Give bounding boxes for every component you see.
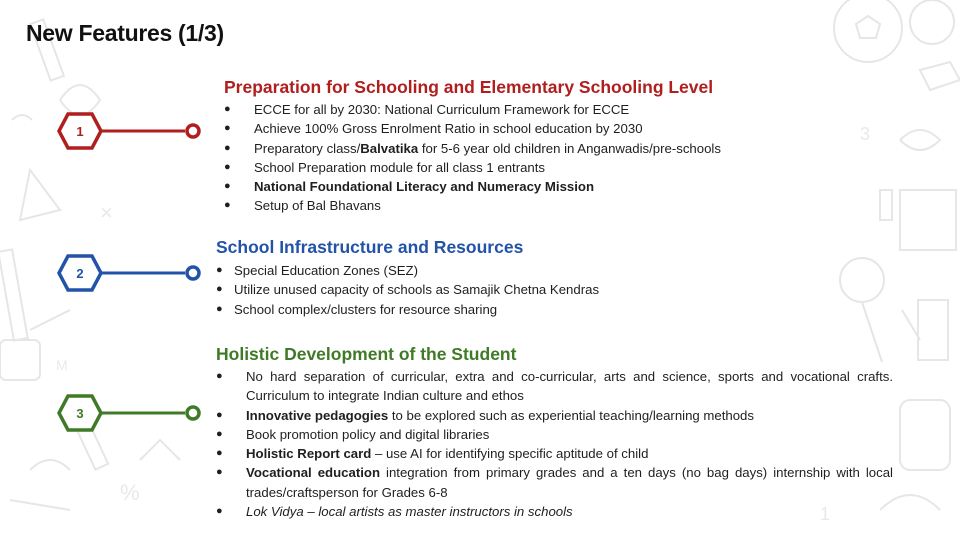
bullet-item	[216, 502, 893, 521]
bullet-list	[216, 261, 896, 319]
section-heading: Holistic Development of the Student	[216, 344, 517, 364]
bullet-item	[224, 119, 904, 138]
bullet-text: for 5-6 year old children in Anganwadis/pre-schools	[418, 140, 721, 156]
bullet-item	[224, 158, 904, 177]
bullet-dot-icon: ●	[224, 180, 231, 193]
section-preparation-schooling	[224, 76, 904, 216]
bullet-list	[224, 100, 904, 216]
bullet-text: Lok Vidya – local artists as master instructors in schools	[246, 504, 573, 520]
bullet-dot-icon: ●	[224, 141, 231, 154]
bullet-dot-icon: ●	[216, 505, 223, 518]
slide-title: New Features (1/3)	[26, 20, 224, 46]
bullet-text: Balvatika	[360, 140, 419, 156]
bullet-text: Setup of Bal Bhavans	[254, 198, 381, 214]
svg-text:3: 3	[860, 124, 871, 144]
section-1-connector	[57, 112, 207, 150]
bullet-dot-icon: ●	[216, 370, 223, 382]
section-3-number: 3	[76, 405, 84, 421]
section-1-number: 1	[76, 123, 84, 139]
bullet-item	[216, 367, 893, 406]
bullet-dot-icon: ●	[216, 302, 223, 315]
bullet-list	[216, 367, 893, 521]
bullet-item	[224, 177, 904, 196]
section-heading: School Infrastructure and Resources	[216, 237, 524, 257]
bullet-dot-icon: ●	[216, 264, 223, 276]
bullet-item	[216, 425, 893, 444]
bullet-item	[216, 280, 896, 299]
svg-text:1: 1	[820, 504, 831, 524]
bullet-text: Book promotion policy and digital libraries	[246, 426, 490, 442]
bullet-text: – use AI for identifying specific aptitude of child	[371, 446, 649, 462]
bullet-dot-icon: ●	[216, 283, 223, 296]
bullet-item	[216, 406, 893, 425]
bullet-item	[216, 300, 896, 319]
bullet-text: National Foundational Literacy and Numeracy Mission	[254, 179, 595, 195]
bullet-text: ECCE for all by 2030: National Curriculum Framework for ECCE	[254, 102, 630, 117]
bullet-item	[216, 444, 893, 463]
bullet-item	[224, 100, 904, 119]
section-holistic-development	[216, 343, 893, 521]
bullet-item	[224, 196, 904, 215]
bullet-text: School Preparation module for all class 1 entrants	[254, 159, 546, 175]
bullet-dot-icon: ●	[216, 408, 223, 421]
section-school-infrastructure	[216, 236, 896, 319]
svg-text:×: ×	[100, 200, 113, 225]
bullet-dot-icon: ●	[224, 103, 231, 115]
bullet-text: to be explored such as experiential teaching/learning methods	[388, 407, 754, 423]
bullet-item	[216, 463, 893, 502]
bullet-dot-icon: ●	[216, 427, 223, 440]
bullet-text: Special Education Zones (SEZ)	[234, 263, 418, 278]
section-2-number: 2	[76, 265, 84, 281]
svg-text:%: %	[120, 480, 140, 505]
bullet-dot-icon: ●	[216, 447, 223, 460]
bullet-dot-icon: ●	[224, 199, 231, 212]
bullet-dot-icon: ●	[216, 466, 223, 479]
bullet-dot-icon: ●	[224, 160, 231, 173]
section-heading: Preparation for Schooling and Elementary Schooling Level	[224, 77, 714, 97]
bullet-text: Utilize unused capacity of schools as Samajik Chetna Kendras	[234, 282, 600, 298]
bullet-item	[216, 261, 896, 280]
bullet-text: integration from primary grades and a ten days (no bag days) internship with local trades/craftsperson for Grades 6-8	[246, 465, 893, 500]
bullet-text: No hard separation of curricular, extra and co-curricular, arts and science, sports and vocational crafts. Curriculum to integrate Indian culture and ethos	[246, 369, 893, 404]
bullet-text: Preparatory class/	[254, 140, 361, 156]
section-2-connector	[57, 254, 207, 292]
bullet-text: Holistic Report card	[246, 446, 372, 462]
bullet-text: Innovative pedagogies	[246, 407, 389, 423]
bullet-item	[224, 139, 904, 158]
svg-text:M: M	[56, 357, 68, 373]
bullet-text: School complex/clusters for resource sharing	[234, 301, 498, 317]
bullet-text: Achieve 100% Gross Enrolment Ratio in school education by 2030	[254, 121, 643, 137]
bullet-text: Vocational education	[246, 465, 380, 481]
bullet-dot-icon: ●	[224, 122, 231, 135]
section-3-connector	[57, 394, 207, 432]
